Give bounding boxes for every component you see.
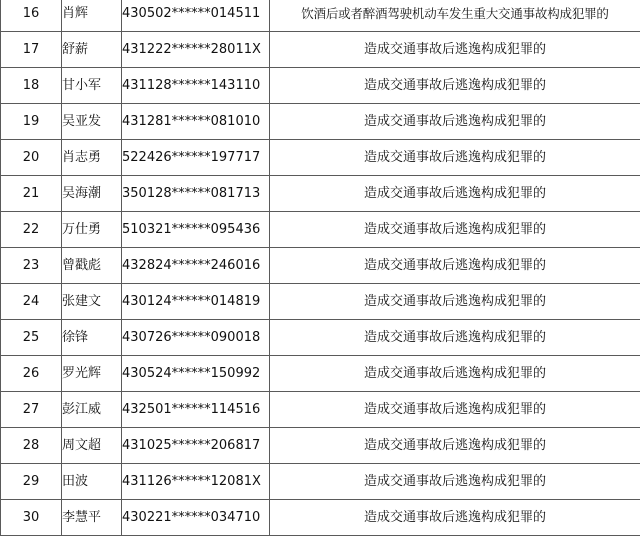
violation-reason: 造成交通事故后逃逸构成犯罪的 (270, 212, 640, 248)
masked-id-number: 432824******246016 (122, 248, 270, 284)
masked-id-number: 430124******014819 (122, 284, 270, 320)
row-number: 29 (1, 464, 62, 500)
row-number: 21 (1, 176, 62, 212)
person-name: 李慧平 (62, 500, 122, 536)
row-number: 19 (1, 104, 62, 140)
masked-id-number: 431126******12081X (122, 464, 270, 500)
person-name: 万仕勇 (62, 212, 122, 248)
table-row (1, 428, 640, 464)
person-name: 吴亚发 (62, 104, 122, 140)
row-number: 28 (1, 428, 62, 464)
offender-table-body (1, 0, 640, 536)
person-name: 吴海潮 (62, 176, 122, 212)
person-name: 肖辉 (62, 0, 122, 32)
table-row (1, 320, 640, 356)
masked-id-number: 350128******081713 (122, 176, 270, 212)
masked-id-number: 430524******150992 (122, 356, 270, 392)
row-number: 23 (1, 248, 62, 284)
person-name: 徐锋 (62, 320, 122, 356)
masked-id-number: 431025******206817 (122, 428, 270, 464)
table-row (1, 500, 640, 536)
row-number: 22 (1, 212, 62, 248)
row-number: 25 (1, 320, 62, 356)
violation-reason: 造成交通事故后逃逸构成犯罪的 (270, 500, 640, 536)
person-name: 罗光辉 (62, 356, 122, 392)
violation-reason: 造成交通事故后逃逸构成犯罪的 (270, 392, 640, 428)
person-name: 肖志勇 (62, 140, 122, 176)
masked-id-number: 522426******197717 (122, 140, 270, 176)
violation-reason: 造成交通事故后逃逸构成犯罪的 (270, 68, 640, 104)
violation-reason: 造成交通事故后逃逸构成犯罪的 (270, 104, 640, 140)
violation-reason: 造成交通事故后逃逸构成犯罪的 (270, 284, 640, 320)
table-row (1, 248, 640, 284)
masked-id-number: 430726******090018 (122, 320, 270, 356)
table-row (1, 0, 640, 32)
row-number: 17 (1, 32, 62, 68)
violation-reason: 造成交通事故后逃逸构成犯罪的 (270, 464, 640, 500)
table-row (1, 32, 640, 68)
violation-reason: 造成交通事故后逃逸构成犯罪的 (270, 176, 640, 212)
person-name: 彭江威 (62, 392, 122, 428)
row-number: 18 (1, 68, 62, 104)
table-row (1, 464, 640, 500)
table-row (1, 356, 640, 392)
table-row (1, 68, 640, 104)
violation-reason: 饮酒后或者醉酒驾驶机动车发生重大交通事故构成犯罪的 (270, 0, 640, 32)
masked-id-number: 430221******034710 (122, 500, 270, 536)
violation-reason: 造成交通事故后逃逸构成犯罪的 (270, 140, 640, 176)
masked-id-number: 431128******143110 (122, 68, 270, 104)
row-number: 26 (1, 356, 62, 392)
table-row (1, 212, 640, 248)
masked-id-number: 431222******28011X (122, 32, 270, 68)
table-row (1, 104, 640, 140)
masked-id-number: 430502******014511 (122, 0, 270, 32)
person-name: 田波 (62, 464, 122, 500)
person-name: 张建文 (62, 284, 122, 320)
person-name: 周文超 (62, 428, 122, 464)
row-number: 27 (1, 392, 62, 428)
person-name: 舒薪 (62, 32, 122, 68)
person-name: 曾戳彪 (62, 248, 122, 284)
row-number: 20 (1, 140, 62, 176)
violation-reason: 造成交通事故后逃逸构成犯罪的 (270, 248, 640, 284)
table-row (1, 284, 640, 320)
row-number: 16 (1, 0, 62, 32)
table-row (1, 392, 640, 428)
table-row (1, 176, 640, 212)
masked-id-number: 431281******081010 (122, 104, 270, 140)
row-number: 30 (1, 500, 62, 536)
violation-reason: 造成交通事故后逃逸构成犯罪的 (270, 428, 640, 464)
masked-id-number: 432501******114516 (122, 392, 270, 428)
person-name: 甘小军 (62, 68, 122, 104)
violation-reason: 造成交通事故后逃逸构成犯罪的 (270, 32, 640, 68)
violation-reason: 造成交通事故后逃逸构成犯罪的 (270, 320, 640, 356)
masked-id-number: 510321******095436 (122, 212, 270, 248)
violation-reason: 造成交通事故后逃逸构成犯罪的 (270, 356, 640, 392)
table-row (1, 140, 640, 176)
row-number: 24 (1, 284, 62, 320)
